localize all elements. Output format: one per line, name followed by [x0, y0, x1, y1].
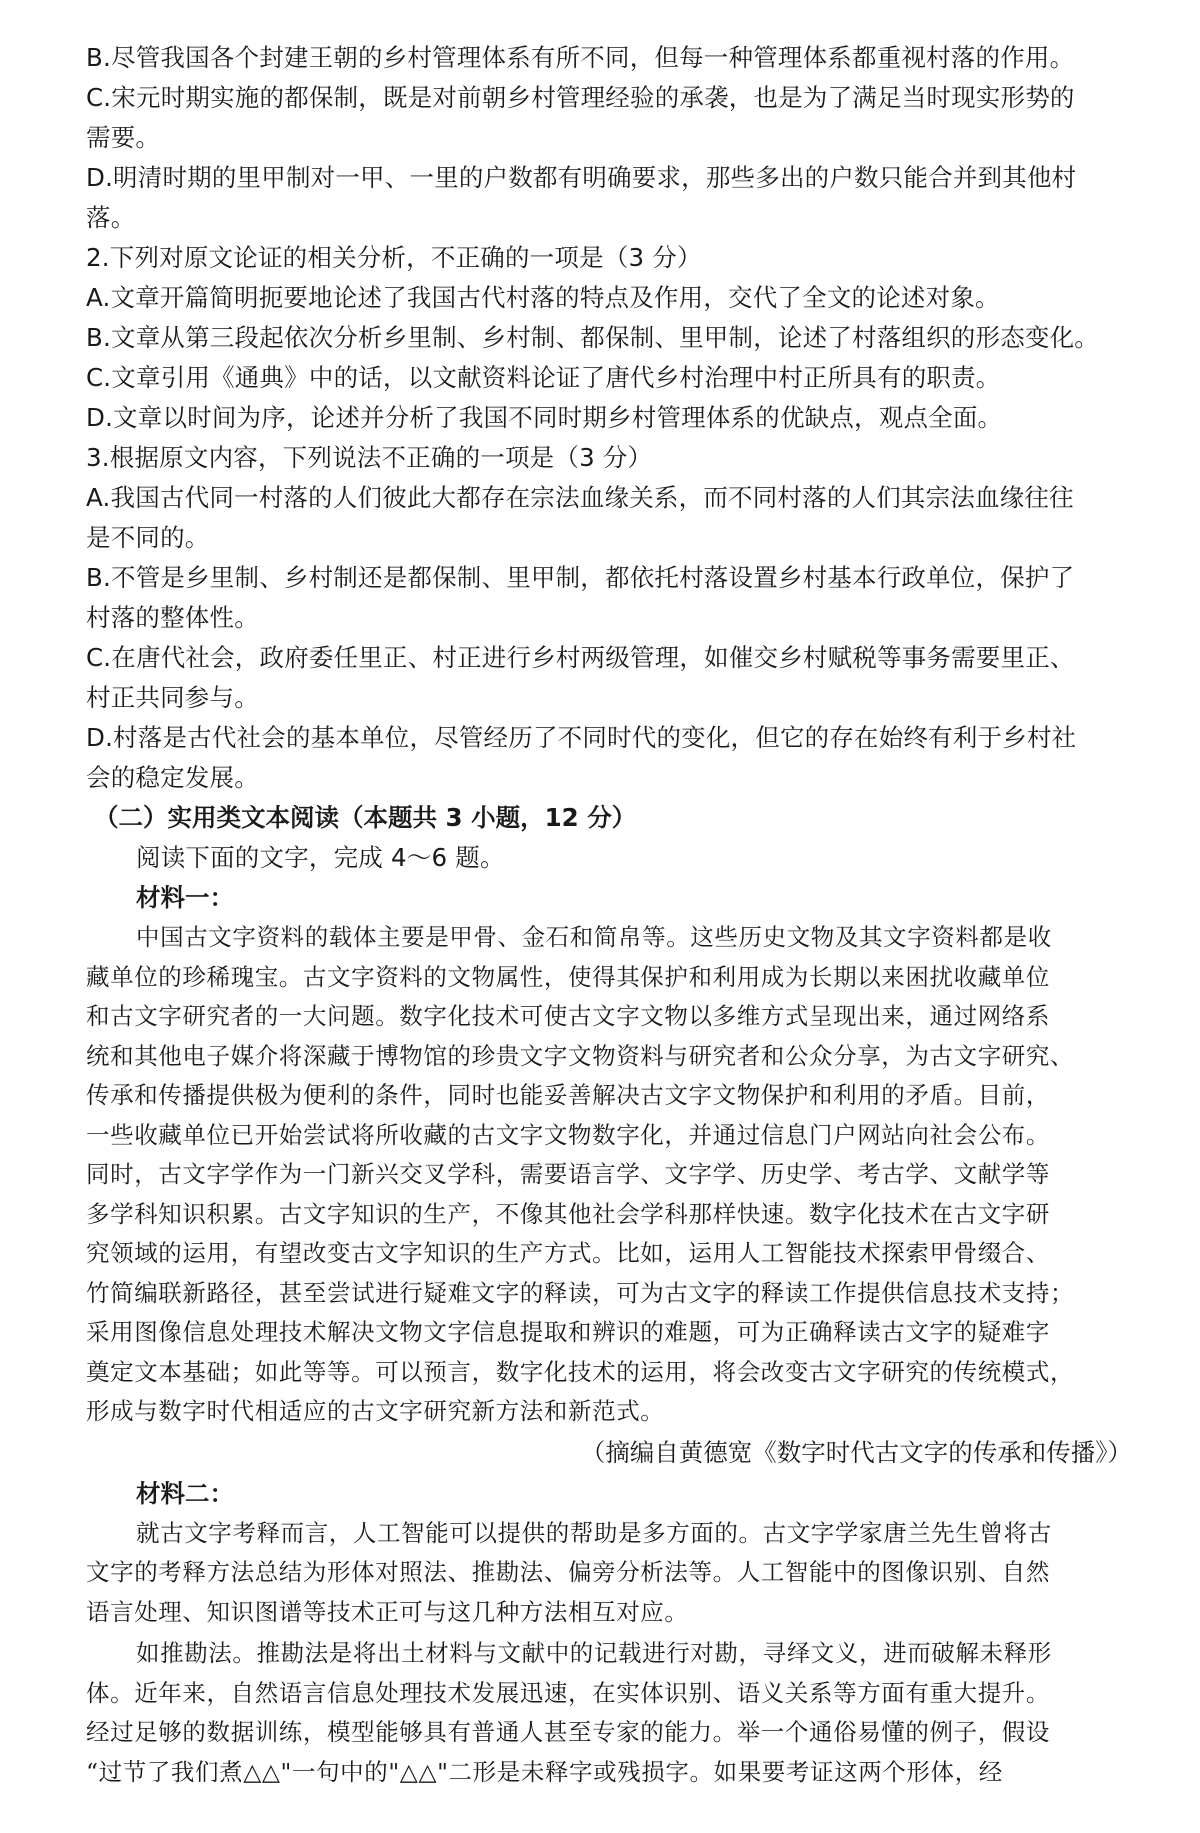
material-1-line: 一些收藏单位已开始尝试将所收藏的古文字文物数字化，并通过信息门户网站向社会公布。	[86, 1120, 1050, 1149]
material-2-paragraph-2	[86, 1634, 1146, 1792]
material-1-line: 同时，古文字学作为一门新兴交叉学科，需要语言学、文字学、历史学、考古学、文献学等	[86, 1160, 1050, 1188]
q3-option-d-cont: 会的稳定发展。	[86, 763, 259, 792]
material-1-line: 多学科知识积累。古文字知识的生产，不像其他社会学科那样快速。数字化技术在古文字研	[86, 1199, 1050, 1228]
q3-option-c: C.在唐代社会，政府委任里正、村正进行乡村两级管理，如催交乡村赋税等事务需要里正、	[86, 643, 1075, 672]
q2-option-b: B.文章从第三段起依次分析乡里制、乡村制、都保制、里甲制，论述了村落组织的形态变化。	[86, 323, 1099, 352]
material-2-line: 如推勘法。推勘法是将出土材料与文献中的记载进行对勘，寻绎文义，进而破解未释形	[136, 1639, 1052, 1667]
q3-option-a-cont: 是不同的。	[86, 523, 210, 552]
q2-option-a: A.文章开篇简明扼要地论述了我国古代村落的特点及作用，交代了全文的论述对象。	[86, 283, 1000, 312]
exam-page	[86, 38, 1146, 1792]
question-1-options	[86, 38, 1146, 238]
material-2-heading: 材料二：	[136, 1478, 234, 1508]
material-1-line: 奠定文本基础；如此等等。可以预言，数字化技术的运用，将会改变古文字研究的传统模式，	[86, 1357, 1075, 1386]
q1-option-d-cont: 落。	[86, 203, 136, 232]
material-2-line: 体。近年来，自然语言信息处理技术发展迅速，在实体识别、语义关系等方面有重大提升。	[86, 1678, 1050, 1707]
section-2-instruction: 阅读下面的文字，完成 4～6 题。	[136, 843, 505, 872]
q3-option-a: A.我国古代同一村落的人们彼此大都存在宗法血缘关系，而不同村落的人们其宗法血缘往往	[86, 483, 1074, 512]
material-2-line: 经过足够的数据训练，模型能够具有普通人甚至专家的能力。举一个通俗易懂的例子，假设	[86, 1718, 1050, 1746]
material-1-line: 形成与数字时代相适应的古文字研究新方法和新范式。	[86, 1397, 665, 1425]
material-1-line: 传承和传播提供极为便利的条件，同时也能妥善解决古文字文物保护和利用的矛盾。目前，	[86, 1081, 1050, 1109]
material-1-line: 藏单位的珍稀瑰宝。古文字资料的文物属性，使得其保护和利用成为长期以来困扰收藏单位	[86, 962, 1050, 991]
material-1-line: 采用图像信息处理技术解决文物文字信息提取和辨识的难题，可为正确释读古文字的疑难字	[86, 1318, 1050, 1346]
q3-stem: 3.根据原文内容，下列说法不正确的一项是（3 分）	[86, 443, 653, 472]
material-1-heading: 材料一：	[136, 883, 234, 912]
material-1-line: 究领域的运用，有望改变古文字知识的生产方式。比如，运用人工智能技术探索甲骨缀合、	[86, 1239, 1050, 1267]
q1-option-b: B.尽管我国各个封建王朝的乡村管理体系有所不同，但每一种管理体系都重视村落的作用。	[86, 43, 1075, 72]
section-2-heading: （二）实用类文本阅读（本题共 3 小题，12 分）	[94, 803, 637, 832]
material-1-line: 统和其他电子媒介将深藏于博物馆的珍贵文字文物资料与研究者和公众分享，为古文字研究、	[86, 1041, 1075, 1070]
question-2	[86, 238, 1146, 438]
material-1-line: 中国古文字资料的载体主要是甲骨、金石和简帛等。这些历史文物及其文字资料都是收	[136, 923, 1052, 951]
material-1-line: 竹简编联新路径，甚至尝试进行疑难文字的释读，可为古文字的释读工作提供信息技术支持；	[86, 1278, 1075, 1307]
q3-option-d: D.村落是古代社会的基本单位，尽管经历了不同时代的变化，但它的存在始终有利于乡村社	[86, 723, 1077, 752]
q1-option-d: D.明清时期的里甲制对一甲、一里的户数都有明确要求，那些多出的户数只能合并到其他村	[86, 163, 1077, 192]
question-3	[86, 438, 1146, 798]
q3-option-c-cont: 村正共同参与。	[86, 683, 259, 712]
material-1-source: （摘编自黄德宽《数字时代古文字的传承和传播》）	[580, 1437, 1132, 1467]
q3-option-b: B.不管是乡里制、乡村制还是都保制、里甲制，都依托村落设置乡村基本行政单位，保护了	[86, 563, 1075, 592]
q3-option-b-cont: 村落的整体性。	[86, 603, 259, 632]
material-2-body	[86, 1514, 1146, 1793]
material-1-body	[86, 918, 1146, 1432]
q2-stem: 2.下列对原文论证的相关分析，不正确的一项是（3 分）	[86, 243, 702, 272]
material-2-line: “过节了我们煮△△"一句中的"△△"二形是未释字或残损字。如果要考证这两个形体，经	[86, 1757, 1003, 1786]
q1-option-c: C.宋元时期实施的都保制，既是对前朝乡村管理经验的承袭，也是为了满足当时现实形势的	[86, 83, 1075, 112]
material-2-line: 语言处理、知识图谱等技术正可与这几种方法相互对应。	[86, 1597, 689, 1626]
q2-option-c: C.文章引用《通典》中的话，以文献资料论证了唐代乡村治理中村正所具有的职责。	[86, 363, 1001, 392]
q2-option-d: D.文章以时间为序，论述并分析了我国不同时期乡村管理体系的优缺点，观点全面。	[86, 403, 1003, 432]
material-1-line: 和古文字研究者的一大问题。数字化技术可使古文字文物以多维方式呈现出来，通过网络系	[86, 1002, 1050, 1030]
material-2-line: 文字的考释方法总结为形体对照法、推勘法、偏旁分析法等。人工智能中的图像识别、自然	[86, 1558, 1050, 1586]
material-2-line: 就古文字考释而言，人工智能可以提供的帮助是多方面的。古文字学家唐兰先生曾将古	[136, 1518, 1052, 1547]
q1-option-c-cont: 需要。	[86, 123, 161, 152]
material-2-paragraph-1	[86, 1514, 1146, 1633]
